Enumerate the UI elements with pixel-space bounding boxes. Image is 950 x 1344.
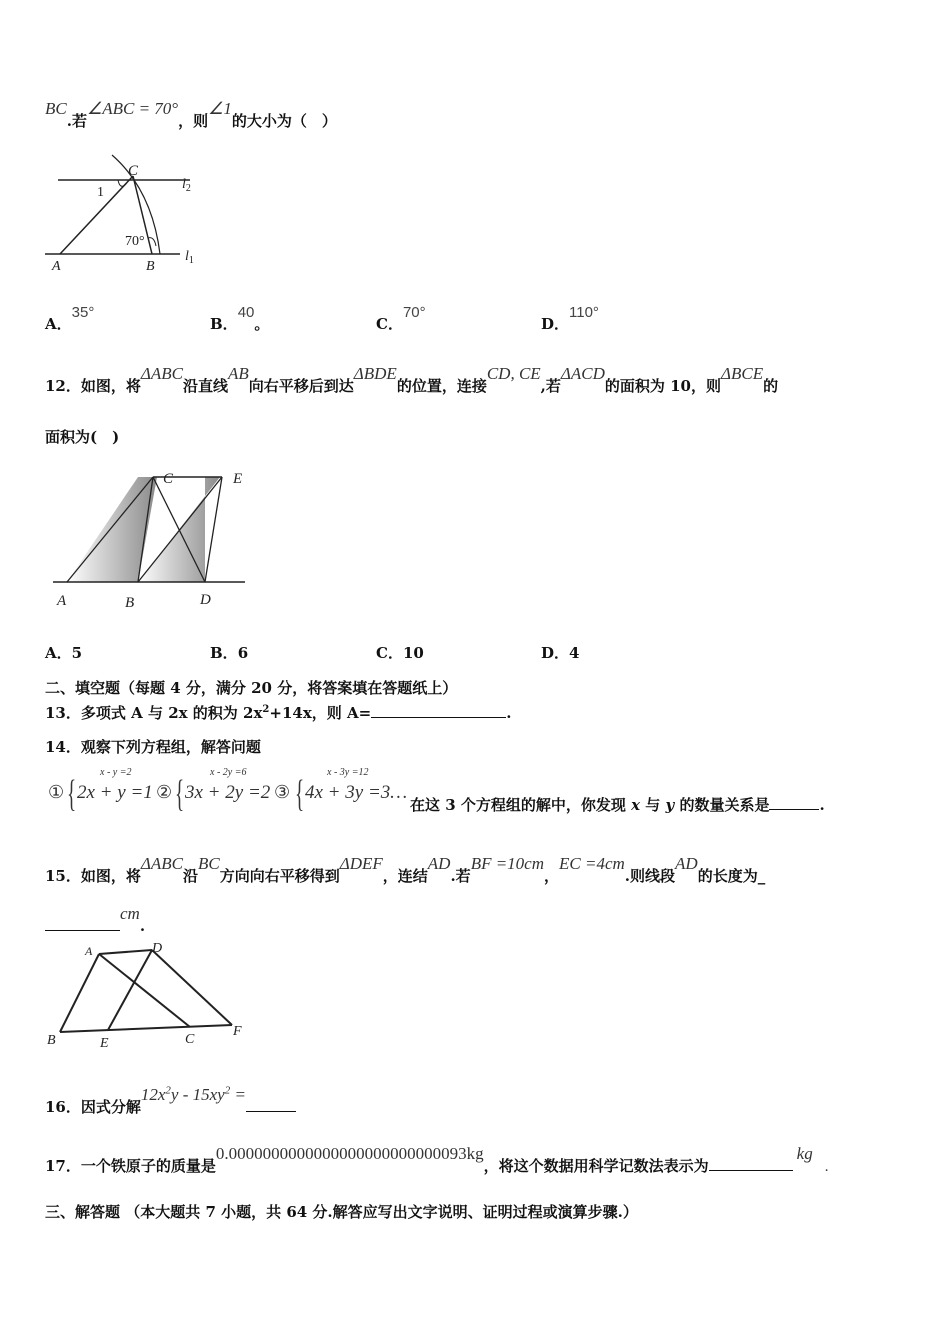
q12-figure [45,465,255,615]
q11-label-c: C [128,163,139,179]
q11-label-one: 1 [97,185,104,200]
q14-circle-2: ② [156,782,173,802]
q12-option-d: D．4 [541,644,580,662]
q11-option-b: B．40。 [210,304,270,333]
q12-label-c: C [163,471,174,487]
q14-system-1-bottom: 2x + y =1 [77,782,153,803]
q11-angle-expression: ∠ABC = 70° [86,99,179,118]
q14-system-3-bottom: 4x + 3y =3… [305,782,408,803]
q11-ze: ，则 [178,112,209,130]
q11-label-l2: $l_2$ [182,177,191,194]
q15-segment-bf [60,1025,232,1032]
q14-answer-blank[interactable] [769,809,819,810]
q12-label-d: D [200,592,211,608]
q11-option-c: C．70° [376,304,426,333]
q12-option-b: B．6 [210,644,249,662]
q11-angle-1-arc [118,180,126,186]
q14-brace-1: { [67,773,77,815]
q12-option-a: A．5 [45,644,83,662]
q13-answer-blank[interactable] [371,717,506,718]
q14-systems [45,765,925,820]
section-2-heading: 二、填空题（每题 4 分，满分 20 分，将答案填在答题纸上） [45,679,458,697]
q14-system-3-top: x - 3y =12 [327,767,369,778]
q13-question-line: 13．多项式 A 与 2x 的积为 $2x^2+14x$，则 A= . [45,704,512,722]
q11-label-l1: $l_1$ [185,249,194,266]
q15-question-line: 15．如图，将ΔABC沿BC方向向右平移得到ΔDEF，连结AD.若BF =10cm，EC =4cm.则线段AD的长度为_ [45,854,766,885]
q14-circle-3: ③ [274,782,291,802]
q17-question-line: 17．一个铁原子的质量是0.0000000000000000000000000093kg，将这个数据用科学记数法表示为kg. [45,1144,829,1175]
q15-label-d: D [152,941,163,956]
q12-label-a: A [57,593,67,609]
q15-label-e: E [100,1036,109,1051]
q14-system-2-bottom: 3x + 2y =2 [185,782,271,803]
q12-label-e: E [233,471,243,487]
q15-label-f: F [233,1024,242,1039]
q14-tail: 在这 3 个方程组的解中，你发现 x 与 y 的数量关系是 . [410,796,825,814]
q16-expression: $12x^2y - 15xy^2$ = [140,1084,246,1104]
q12-label-b: B [125,595,135,611]
q14-brace-3: { [295,773,305,815]
q14-system-2-top: x - 2y =6 [210,767,247,778]
q11-ruo: .若 [66,112,87,130]
q15-figure [42,940,257,1055]
q11-label-a: A [52,259,61,274]
q12-question-line-2: 面积为( ) [45,428,120,446]
q11-option-a: A．35° [45,304,95,333]
section-3-heading: 三、解答题 （本大题共 7 小题，共 64 分.解答应写出文字说明、证明过程或演算步骤.） [45,1203,638,1221]
q17-mass-value: 0.0000000000000000000000000093kg [215,1144,484,1163]
q11-angle-1: ∠1 [208,99,232,118]
q12-option-c: C．10 [376,644,424,662]
q11-label-b: B [146,259,155,274]
q11-segment-bc: BC [45,99,67,118]
q15-segment-df [152,950,232,1025]
q15-answer-line: cm. [45,916,145,936]
q12-question-line: 12．如图，将ΔABC沿直线AB向右平移后到达ΔBDE的位置，连接CD, CE,若ΔACD的面积为 10，则ΔBCE的 [45,364,779,395]
q16-answer-blank[interactable] [246,1111,296,1112]
q11-ask: 的大小为（ ） [231,112,337,130]
q14-circle-1: ① [48,782,65,802]
q15-answer-blank[interactable] [45,930,120,931]
q14-title: 14．观察下列方程组，解答问题 [45,738,261,756]
q17-answer-blank[interactable] [709,1170,793,1171]
q11-question-line [45,99,337,131]
q14-system-1-top: x - y =2 [100,767,132,778]
q14-brace-2: { [175,773,185,815]
q15-segment-ab [60,954,99,1032]
q15-label-a: A [85,944,93,958]
q16-question-line: 16．因式分解$12x^2y - 15xy^2$ = [45,1096,296,1117]
q11-option-d: D．110° [541,304,599,333]
q11-figure [40,150,210,280]
q15-label-c: C [185,1032,195,1047]
q15-segment-ad [99,950,152,954]
q15-label-b: B [47,1033,56,1048]
q11-label-70: 70° [125,234,145,249]
